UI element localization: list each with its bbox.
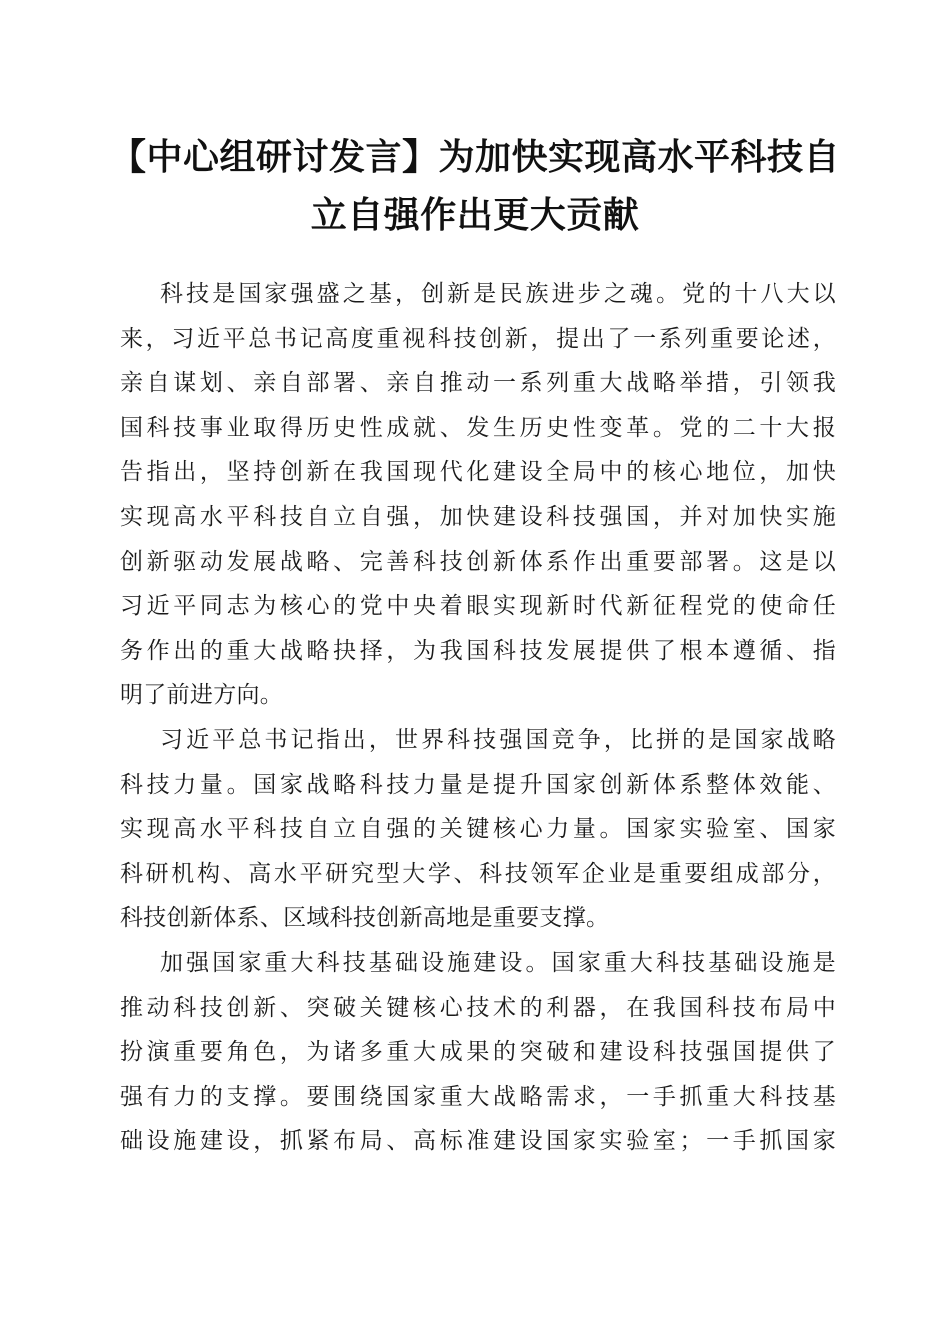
paragraph-line: 扮演重要角色，为诸多重大成果的突破和建设科技强国提供了 bbox=[120, 1039, 836, 1066]
paragraph-line: 科技创新体系、区域科技创新高地是重要支撑。 bbox=[120, 905, 610, 932]
paragraph-1 bbox=[120, 272, 836, 718]
paragraph-line: 习近平同志为核心的党中央着眼实现新时代新征程党的使命任 bbox=[120, 593, 836, 620]
paragraph-line: 实现高水平科技自立自强的关键核心力量。国家实验室、国家 bbox=[120, 816, 836, 843]
paragraph-line: 科技是国家强盛之基，创新是民族进步之魂。党的十八大以 bbox=[160, 281, 836, 307]
paragraph-3 bbox=[120, 941, 836, 1164]
paragraph-line: 础设施建设，抓紧布局、高标准建设国家实验室；一手抓国家 bbox=[120, 1128, 836, 1155]
paragraph-line: 习近平总书记指出，世界科技强国竞争，比拼的是国家战略 bbox=[160, 726, 836, 753]
paragraph-line: 强有力的支撑。要围绕国家重大战略需求，一手抓重大科技基 bbox=[120, 1083, 836, 1110]
paragraph-line: 加强国家重大科技基础设施建设。国家重大科技基础设施是 bbox=[160, 949, 836, 976]
title-line: 立自强作出更大贡献 bbox=[310, 194, 640, 236]
paragraph-line: 来，习近平总书记高度重视科技创新，提出了一系列重要论述， bbox=[120, 325, 836, 352]
paragraph-line: 科技力量。国家战略科技力量是提升国家创新体系整体效能、 bbox=[120, 771, 836, 798]
title-line: 【中心组研讨发言】为加快实现高水平科技自 bbox=[109, 136, 840, 178]
paragraph-line: 推动科技创新、突破关键核心技术的利器，在我国科技布局中 bbox=[120, 994, 836, 1021]
paragraph-line: 创新驱动发展战略、完善科技创新体系作出重要部署。这是以 bbox=[120, 548, 836, 575]
document-body bbox=[120, 272, 836, 1164]
paragraph-line: 亲自谋划、亲自部署、亲自推动一系列重大战略举措，引领我 bbox=[120, 370, 836, 397]
paragraph-line: 科研机构、高水平研究型大学、科技领军企业是重要组成部分， bbox=[120, 860, 836, 887]
paragraph-line: 告指出，坚持创新在我国现代化建设全局中的核心地位，加快 bbox=[120, 459, 836, 486]
paragraph-line: 明了前进方向。 bbox=[120, 682, 284, 709]
paragraph-line: 务作出的重大战略抉择，为我国科技发展提供了根本遵循、指 bbox=[120, 637, 836, 664]
paragraph-line: 国科技事业取得历史性成就、发生历史性变革。党的二十大报 bbox=[120, 414, 836, 441]
paragraph-2 bbox=[120, 718, 836, 941]
document-title bbox=[108, 128, 842, 244]
paragraph-line: 实现高水平科技自立自强，加快建设科技强国，并对加快实施 bbox=[120, 503, 836, 530]
